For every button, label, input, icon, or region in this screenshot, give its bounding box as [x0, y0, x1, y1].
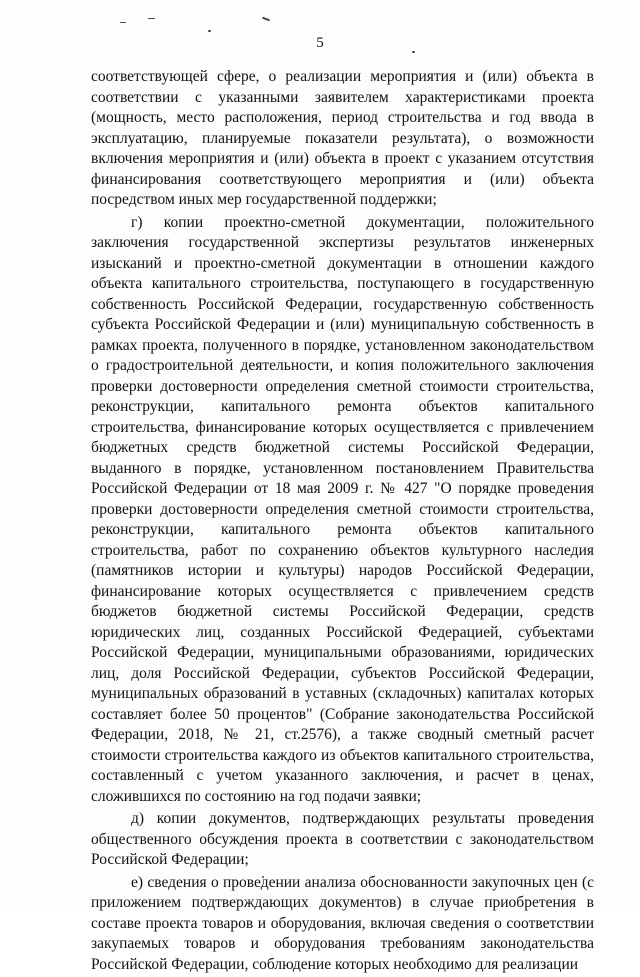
- scan-speck: [148, 18, 155, 19]
- paragraph-continuation: соответствующей сфере, о реализации мероприятия и (или) объекта в соответствии с указанными заявителем характеристиками проекта (мощность, место расположения, период строительства и год ввода в эксплуатацию, планируемые показатели результата), о возможности включения мероприятия и (или) объекта в проект с указанием отсутствия финансирования соответствующего мероприятия и (или) объекта посредством иных мер государственной поддержки;: [91, 68, 594, 208]
- page-number: 5: [316, 35, 324, 51]
- scan-speck: [120, 22, 126, 23]
- paragraph-d: д) копии документов, подтверждающих результаты проведения общественного обсуждения проекта в соответствии с законодательством Российской Федерации;: [91, 810, 594, 868]
- paragraph-g: г) копии проектно-сметной документации, положительного заключения государственной экспертизы результатов инженерных изысканий и проектно-сметной документации в отношении каждого объекта капитального строительства, поступающего в государственную собственность Российской Федерации, государственную собственность субъекта Российской Федерации и (или) муниципальную собственность в рамках проекта, полученного в порядке, установленном законодательством о градостроительной деятельности, и копия положительного заключения проверки достоверности определения сметной стоимости строительства, реконструкции, капитального ремонта объектов капитального строительства, финансирование которых осуществляется с привлечением бюджетных средств бюджетной системы Российской Федерации, выданного в порядке, установленном постановлением Правительства Российской Федерации от 18 мая 2009 г. № 427 "О порядке проведения проверки достоверности определения сметной стоимости строительства, реконструкции, капитального ремонта объектов капитального строительства, работ по сохранению объектов культурного наследия (памятников истории и культуры) народов Российской Федерации, финансирование которых осуществляется с привлечением средств бюджетов бюджетной системы Российской Федерации, средств юридических лиц, созданных Российской Федерацией, субъектами Российской Федерации, муниципальными образованиями, юридических лиц, доля Российской Федерации, субъектов Российской Федерации, муниципальных образований в уставных (складочных) капиталах которых составляет более 50 процентов" (Собрание законодательства Российской Федерации, 2018, № 21, ст.2576), а также сводный сметный расчет стоимости строительства каждого из объектов капитального строительства, составленный с учетом указанного заключения, и расчет в ценах, сложившихся по состоянию на год подачи заявки;: [91, 213, 594, 805]
- paragraph-e: е) сведения о проведении анализа обоснованности закупочных цен (с приложением подтверждающих документов) в случае приобретения в составе проекта товаров и оборудования, включая сведения о соответствии закупаемых товаров и оборудования требованиям законодательства Российской Федерации, соблюдение которых необходимо для реализации: [91, 873, 594, 973]
- document-body: [91, 67, 594, 977]
- scan-speck: [208, 30, 211, 32]
- scan-speck: [262, 17, 270, 22]
